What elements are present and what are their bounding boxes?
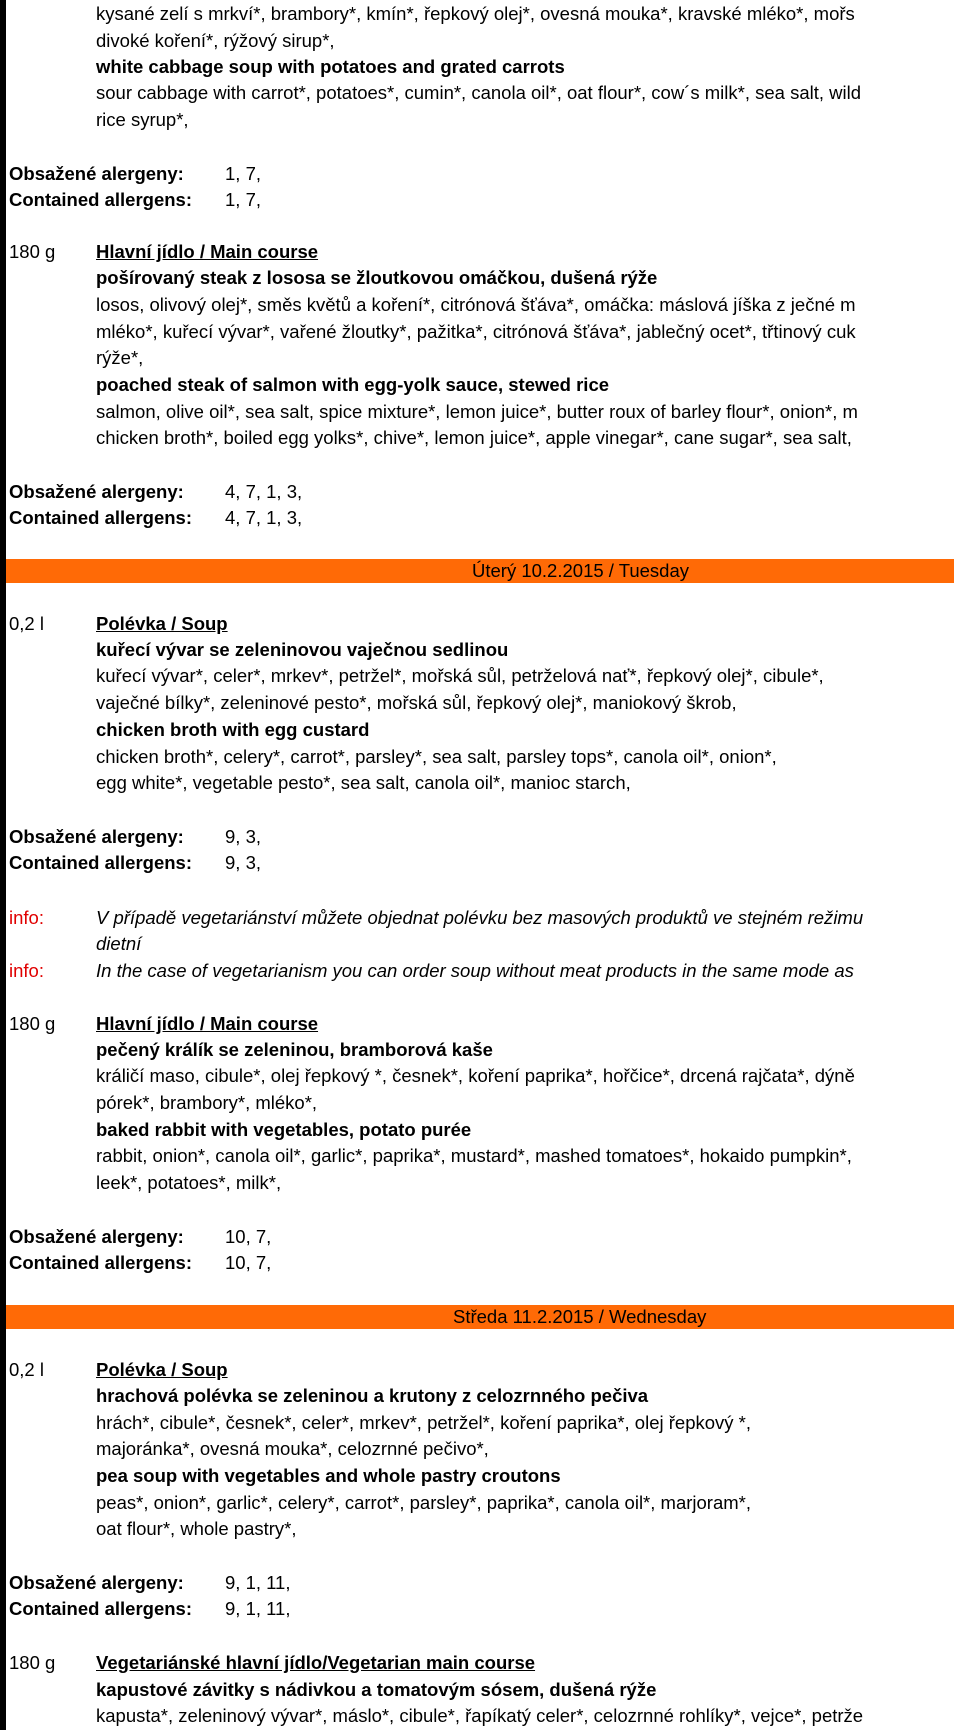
dish-name-cz: pečený králík se zeleninou, bramborová kaše: [96, 1039, 493, 1060]
dish-name-cz: pošírovaný steak z lososa se žloutkovou omáčkou, dušená rýže: [96, 267, 658, 288]
ingredients-cz-line: vaječné bílky*, zeleninové pesto*, mořská sůl, řepkový olej*, maniokový škrob,: [96, 692, 737, 713]
ingredients-cz-line: rýže*,: [96, 347, 144, 368]
ingredients-cz-line: mléko*, kuřecí vývar*, vařené žloutky*, pažitka*, citrónová šťáva*, jablečný ocet*, třtinový cuk: [96, 321, 856, 342]
allergens-cz-label: Obsažené alergeny:: [9, 826, 184, 847]
ingredients-en-line: leek*, potatoes*, milk*,: [96, 1172, 282, 1193]
info-label: info:: [9, 960, 44, 981]
dish-name-en: poached steak of salmon with egg-yolk sauce, stewed rice: [96, 374, 610, 395]
allergens-en-value: 4, 7, 1, 3,: [225, 507, 303, 528]
allergens-cz-value: 10, 7,: [225, 1226, 272, 1247]
dish-name-en: baked rabbit with vegetables, potato purée: [96, 1119, 472, 1140]
allergens-en-label: Contained allergens:: [9, 1598, 192, 1619]
allergens-en-value: 10, 7,: [225, 1252, 272, 1273]
course-heading: Polévka / Soup: [96, 1359, 228, 1380]
portion-amount: 180 g: [9, 241, 56, 262]
allergens-en-label: Contained allergens:: [9, 852, 192, 873]
allergens-cz-value: 4, 7, 1, 3,: [225, 481, 303, 502]
ingredients-en-line: chicken broth*, boiled egg yolks*, chive*, lemon juice*, apple vinegar*, cane sugar*, sea salt,: [96, 427, 852, 448]
ingredients-en-line: rice syrup*,: [96, 109, 189, 130]
ingredients-cz-line: hrách*, cibule*, česnek*, celer*, mrkev*, petržel*, koření paprika*, olej řepkový *,: [96, 1412, 751, 1433]
portion-amount: 0,2 l: [9, 1359, 44, 1380]
dish-name-cz: hrachová polévka se zeleninou a krutony z celozrnného pečiva: [96, 1385, 649, 1406]
course-heading: Hlavní jídlo / Main course: [96, 1013, 319, 1034]
info-text-cz: V případě vegetariánství můžete objednat polévku bez masových produktů ve stejném režimu: [96, 907, 864, 928]
allergens-en-label: Contained allergens:: [9, 1252, 192, 1273]
allergens-cz-value: 1, 7,: [225, 163, 261, 184]
ingredients-cz-line: losos, olivový olej*, směs květů a koření*, citrónová šťáva*, omáčka: máslová jíška z ječné m: [96, 294, 856, 315]
ingredients-en-line: peas*, onion*, garlic*, celery*, carrot*, parsley*, paprika*, canola oil*, marjoram*,: [96, 1492, 751, 1513]
allergens-en-label: Contained allergens:: [9, 189, 192, 210]
ingredients-en-line: rabbit, onion*, canola oil*, garlic*, paprika*, mustard*, mashed tomatoes*, hokaido pumpkin*,: [96, 1145, 852, 1166]
allergens-cz-value: 9, 1, 11,: [225, 1572, 291, 1593]
allergens-cz-value: 9, 3,: [225, 826, 261, 847]
dish-name-en: pea soup with vegetables and whole pastry croutons: [96, 1465, 561, 1486]
ingredients-cz-line: divoké koření*, rýžový sirup*,: [96, 30, 335, 51]
allergens-en-value: 1, 7,: [225, 189, 261, 210]
allergens-en-label: Contained allergens:: [9, 507, 192, 528]
portion-amount: 180 g: [9, 1013, 56, 1034]
allergens-cz-label: Obsažené alergeny:: [9, 1572, 184, 1593]
allergens-en-value: 9, 3,: [225, 852, 261, 873]
course-heading: Hlavní jídlo / Main course: [96, 241, 319, 262]
allergens-cz-label: Obsažené alergeny:: [9, 481, 184, 502]
allergens-en-value: 9, 1, 11,: [225, 1598, 291, 1619]
course-heading: Polévka / Soup: [96, 613, 228, 634]
portion-amount: 0,2 l: [9, 613, 44, 634]
dish-name-en: white cabbage soup with potatoes and grated carrots: [96, 56, 565, 77]
day-label-wednesday: Středa 11.2.2015 / Wednesday: [453, 1306, 707, 1327]
ingredients-en-line: oat flour*, whole pastry*,: [96, 1518, 297, 1539]
day-label-tuesday: Úterý 10.2.2015 / Tuesday: [472, 560, 689, 581]
ingredients-cz-line: kuřecí vývar*, celer*, mrkev*, petržel*, mořská sůl, petrželová nať*, řepkový olej*, cibule*,: [96, 665, 824, 686]
dish-name-en: chicken broth with egg custard: [96, 719, 370, 740]
info-text-en: In the case of vegetarianism you can order soup without meat products in the same mode as: [96, 960, 854, 981]
ingredients-cz-line: kapusta*, zeleninový vývar*, máslo*, cibule*, řapíkatý celer*, celozrnné rohlíky*, vejce*, petrže: [96, 1705, 864, 1726]
ingredients-en-line: chicken broth*, celery*, carrot*, parsley*, sea salt, parsley tops*, canola oil*, onion*,: [96, 746, 777, 767]
allergens-cz-label: Obsažené alergeny:: [9, 163, 184, 184]
menu-page: [6, 0, 954, 1730]
dish-name-cz: kuřecí vývar se zeleninovou vaječnou sedlinou: [96, 639, 509, 660]
ingredients-en-line: egg white*, vegetable pesto*, sea salt, canola oil*, manioc starch,: [96, 772, 631, 793]
ingredients-cz-line: majoránka*, ovesná mouka*, celozrnné pečivo*,: [96, 1438, 489, 1459]
course-heading: Vegetariánské hlavní jídlo/Vegetarian main course: [96, 1652, 536, 1673]
ingredients-en-line: salmon, olive oil*, sea salt, spice mixture*, lemon juice*, butter roux of barley flour*, onion*, m: [96, 401, 858, 422]
ingredients-cz-line: králičí maso, cibule*, olej řepkový *, česnek*, koření paprika*, hořčice*, drcená rajčata*, dýně: [96, 1065, 855, 1086]
portion-amount: 180 g: [9, 1652, 56, 1673]
ingredients-en-line: sour cabbage with carrot*, potatoes*, cumin*, canola oil*, oat flour*, cow´s milk*, sea salt, wild: [96, 82, 862, 103]
allergens-cz-label: Obsažené alergeny:: [9, 1226, 184, 1247]
ingredients-cz-line: pórek*, brambory*, mléko*,: [96, 1092, 318, 1113]
info-text-cz: dietní: [96, 933, 142, 954]
info-label: info:: [9, 907, 44, 928]
ingredients-cz-line: kysané zelí s mrkví*, brambory*, kmín*, řepkový olej*, ovesná mouka*, kravské mléko*, mořs: [96, 3, 855, 24]
dish-name-cz: kapustové závitky s nádivkou a tomatovým sósem, dušená rýže: [96, 1679, 657, 1700]
